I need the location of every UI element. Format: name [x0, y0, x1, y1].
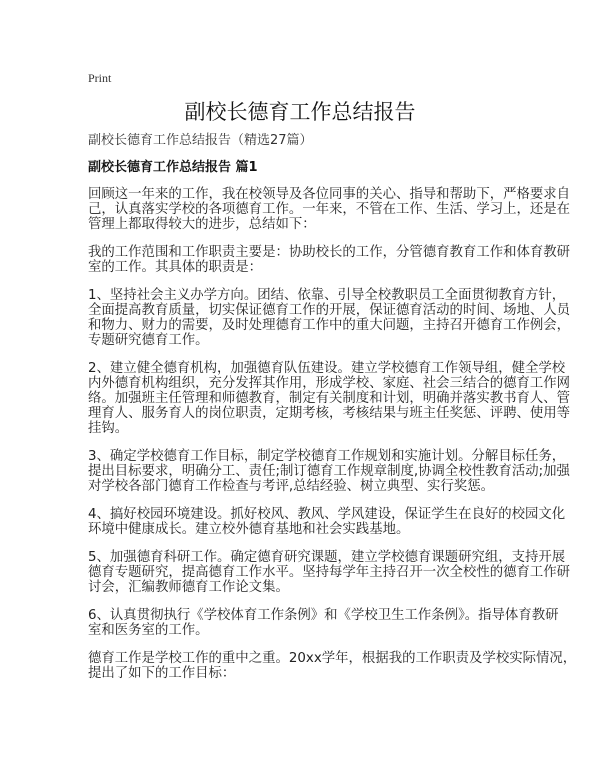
- paragraph-line: 2、建立健全德育机构，加强德育队伍建设。建立学校德育工作领导组，健全学校: [88, 361, 566, 376]
- paragraph-line: 挂钩。: [88, 421, 129, 436]
- paragraph-line: 室和医务室的工作。: [88, 623, 209, 638]
- print-link[interactable]: Print: [88, 71, 112, 85]
- paragraph: [88, 245, 571, 275]
- document-body: [88, 187, 577, 694]
- paragraph-line: 环境中健康成长。建立校外德育基地和社会实践基地。: [88, 522, 410, 537]
- paragraph-line: 和物力、财力的需要，及时处理德育工作中的重大问题，主持召开德育工作例会，: [88, 318, 571, 333]
- paragraph-line: 5、加强德育科研工作。确定德育研究课题，建立学校德育课题研究组，支持开展: [88, 550, 566, 565]
- paragraph-line: 讨会，汇编教师德育工作论文集。: [88, 580, 289, 595]
- paragraph-line: 管理上都取得较大的进步，总结如下：: [88, 217, 316, 232]
- paragraph-line: 回顾这一年来的工作，我在校领导及各位同事的关心、指导和帮助下，严格要求自: [88, 187, 571, 202]
- section-heading: 副校长德育工作总结报告 篇1: [88, 160, 258, 175]
- paragraph-line: 全面提高教育质量，切实保证德育工作的开展，保证德育活动的时间、场地、人员: [88, 303, 571, 318]
- paragraph: [88, 288, 571, 348]
- paragraph-line: 提出目标要求，明确分工、责任;制订德育工作规章制度,协调全校性教育活动;加强: [88, 464, 570, 479]
- paragraph-line: 络。加强班主任管理和师德教育，制定有关制度和计划，明确并落实教书育人、管: [88, 391, 571, 406]
- paragraph: [88, 550, 571, 595]
- paragraph-line: 4、搞好校园环境建设。抓好校风、教风、学风建设，保证学生在良好的校园文化: [88, 507, 566, 522]
- paragraph-line: 内外德育机构组织，充分发挥其作用，形成学校、家庭、社会三结合的德育工作网: [88, 376, 571, 391]
- paragraph-line: 对学校各部门德育工作检查与考评,总结经验、树立典型、实行奖惩。: [88, 479, 494, 494]
- paragraph: [88, 361, 571, 436]
- paragraph-line: 1、坚持社会主义办学方向。团结、依靠、引导全校教职员工全面贯彻教育方针，: [88, 288, 566, 303]
- paragraph-line: 己，认真落实学校的各项德育工作。一年来，不管在工作、生活、学习上，还是在: [88, 202, 571, 217]
- paragraph-line: 6、认真贯彻执行《学校体育工作条例》和《学校卫生工作条例》。指导体育教研: [88, 608, 559, 623]
- document-subtitle: 副校长德育工作总结报告（精选27篇）: [88, 133, 313, 148]
- paragraph: [88, 187, 571, 232]
- paragraph: [88, 449, 570, 494]
- paragraph-line: 提出了如下的工作目标：: [88, 666, 236, 681]
- paragraph-line: 3、确定学校德育工作目标，制定学校德育工作规划和实施计划。分解目标任务，: [88, 449, 566, 464]
- paragraph-line: 理育人、服务育人的岗位职责，定期考核，考核结果与班主任奖惩、评聘、使用等: [88, 406, 571, 421]
- paragraph-line: 德育工作是学校工作的重中之重。20xx学年，根据我的工作职责及学校实际情况，: [88, 651, 577, 666]
- paragraph-line: 室的工作。其具体的职责是：: [88, 260, 263, 275]
- paragraph-line: 德育专题研究，提高德育工作水平。坚持每学年主持召开一次全校性的德育工作研: [88, 565, 571, 580]
- paragraph-line: 专题研究德育工作。: [88, 333, 209, 348]
- paragraph: [88, 651, 577, 681]
- paragraph-line: 我的工作范围和工作职责主要是：协助校长的工作，分管德育教育工作和体育教研: [88, 245, 571, 260]
- paragraph: [88, 608, 559, 638]
- document-title: 副校长德育工作总结报告: [184, 100, 416, 124]
- paragraph: [88, 507, 566, 537]
